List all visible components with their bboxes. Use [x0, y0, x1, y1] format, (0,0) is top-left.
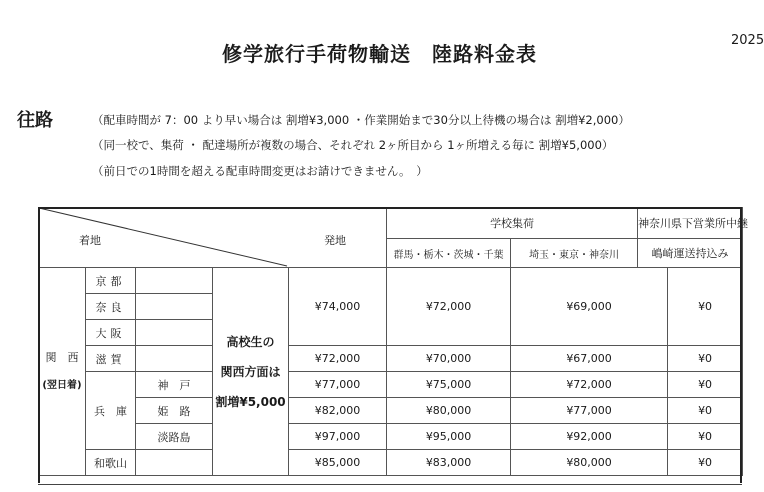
price-shiga-area1: ¥72,000 — [289, 346, 387, 372]
row-sub-himeji: 姫 路 — [136, 398, 213, 424]
school-pickup-header: 学校集荷 — [387, 208, 638, 239]
price-group1-relay: ¥69,000 — [511, 268, 668, 346]
price-shiga-relay: ¥67,000 — [511, 346, 668, 372]
origin-header: 発地 — [324, 234, 347, 247]
row-label-hyogo: 兵 庫 — [86, 372, 136, 450]
price-group1-nextday: ¥0 — [668, 268, 743, 346]
price-awaji-nextday: ¥0 — [668, 424, 743, 450]
row-label-nara: 奈良 — [86, 294, 136, 320]
note-multiple-locations: （同一校で、集荷 ・ 配達場所が複数の場合、それぞれ 2ヶ所目から 1ヶ所増える毎に 割増¥5,000） — [92, 138, 614, 152]
row-sub-awaji: 淡路島 — [136, 424, 213, 450]
price-wakayama-relay: ¥80,000 — [511, 450, 668, 476]
section-label-outbound: 往路 — [17, 110, 53, 131]
price-himeji-relay: ¥77,000 — [511, 398, 668, 424]
price-kobe-nextday: ¥0 — [668, 372, 743, 398]
relay-subheader: 嶋崎運送持込み — [638, 239, 743, 268]
price-awaji-area2: ¥95,000 — [387, 424, 511, 450]
price-group1-area2: ¥72,000 — [387, 268, 511, 346]
row-label-osaka: 大阪 — [86, 320, 136, 346]
row-sub-kobe: 神 戸 — [136, 372, 213, 398]
note-time-change: （前日での1時間を超える配車時間変更はお請けできません。 ） — [92, 164, 428, 178]
price-awaji-relay: ¥92,000 — [511, 424, 668, 450]
price-wakayama-area2: ¥83,000 — [387, 450, 511, 476]
relay-header: 神奈川県下営業所中継 — [638, 208, 743, 239]
surcharge-line-2: 関西方面は — [220, 364, 281, 379]
region-note: (翌日着) — [42, 379, 82, 391]
price-shiga-nextday: ¥0 — [668, 346, 743, 372]
region-name: 関 西 — [45, 350, 79, 364]
school-pickup-area-2: 埼玉・東京・神奈川 — [511, 239, 638, 268]
school-pickup-area-1: 群馬・栃木・茨城・千葉 — [387, 239, 511, 268]
table-bottom-rule — [38, 484, 742, 485]
destination-header: 着地 — [79, 234, 101, 247]
row-label-kyoto: 京都 — [86, 268, 136, 294]
price-kobe-area2: ¥75,000 — [387, 372, 511, 398]
surcharge-line-3: 割増¥5,000 — [215, 394, 286, 409]
price-himeji-area2: ¥80,000 — [387, 398, 511, 424]
row-label-wakayama: 和歌山 — [86, 450, 136, 476]
price-wakayama-area1: ¥85,000 — [289, 450, 387, 476]
price-wakayama-nextday: ¥0 — [668, 450, 743, 476]
note-early-dispatch: （配車時間が 7：00 より早い場合は 割増¥3,000 ・作業開始まで30分以上待機の場合は 割増¥2,000） — [92, 113, 630, 127]
price-kobe-area1: ¥77,000 — [289, 372, 387, 398]
table-outer-frame — [38, 207, 742, 483]
price-awaji-area1: ¥97,000 — [289, 424, 387, 450]
price-shiga-area2: ¥70,000 — [387, 346, 511, 372]
surcharge-line-1: 高校生の — [226, 334, 275, 349]
price-himeji-nextday: ¥0 — [668, 398, 743, 424]
price-group1-area1: ¥74,000 — [289, 268, 387, 346]
year-label: 2025 — [731, 33, 764, 48]
price-himeji-area1: ¥82,000 — [289, 398, 387, 424]
page-title: 修学旅行手荷物輸送 陸路料金表 — [222, 42, 537, 66]
row-label-shiga: 滋賀 — [86, 346, 136, 372]
price-kobe-relay: ¥72,000 — [511, 372, 668, 398]
